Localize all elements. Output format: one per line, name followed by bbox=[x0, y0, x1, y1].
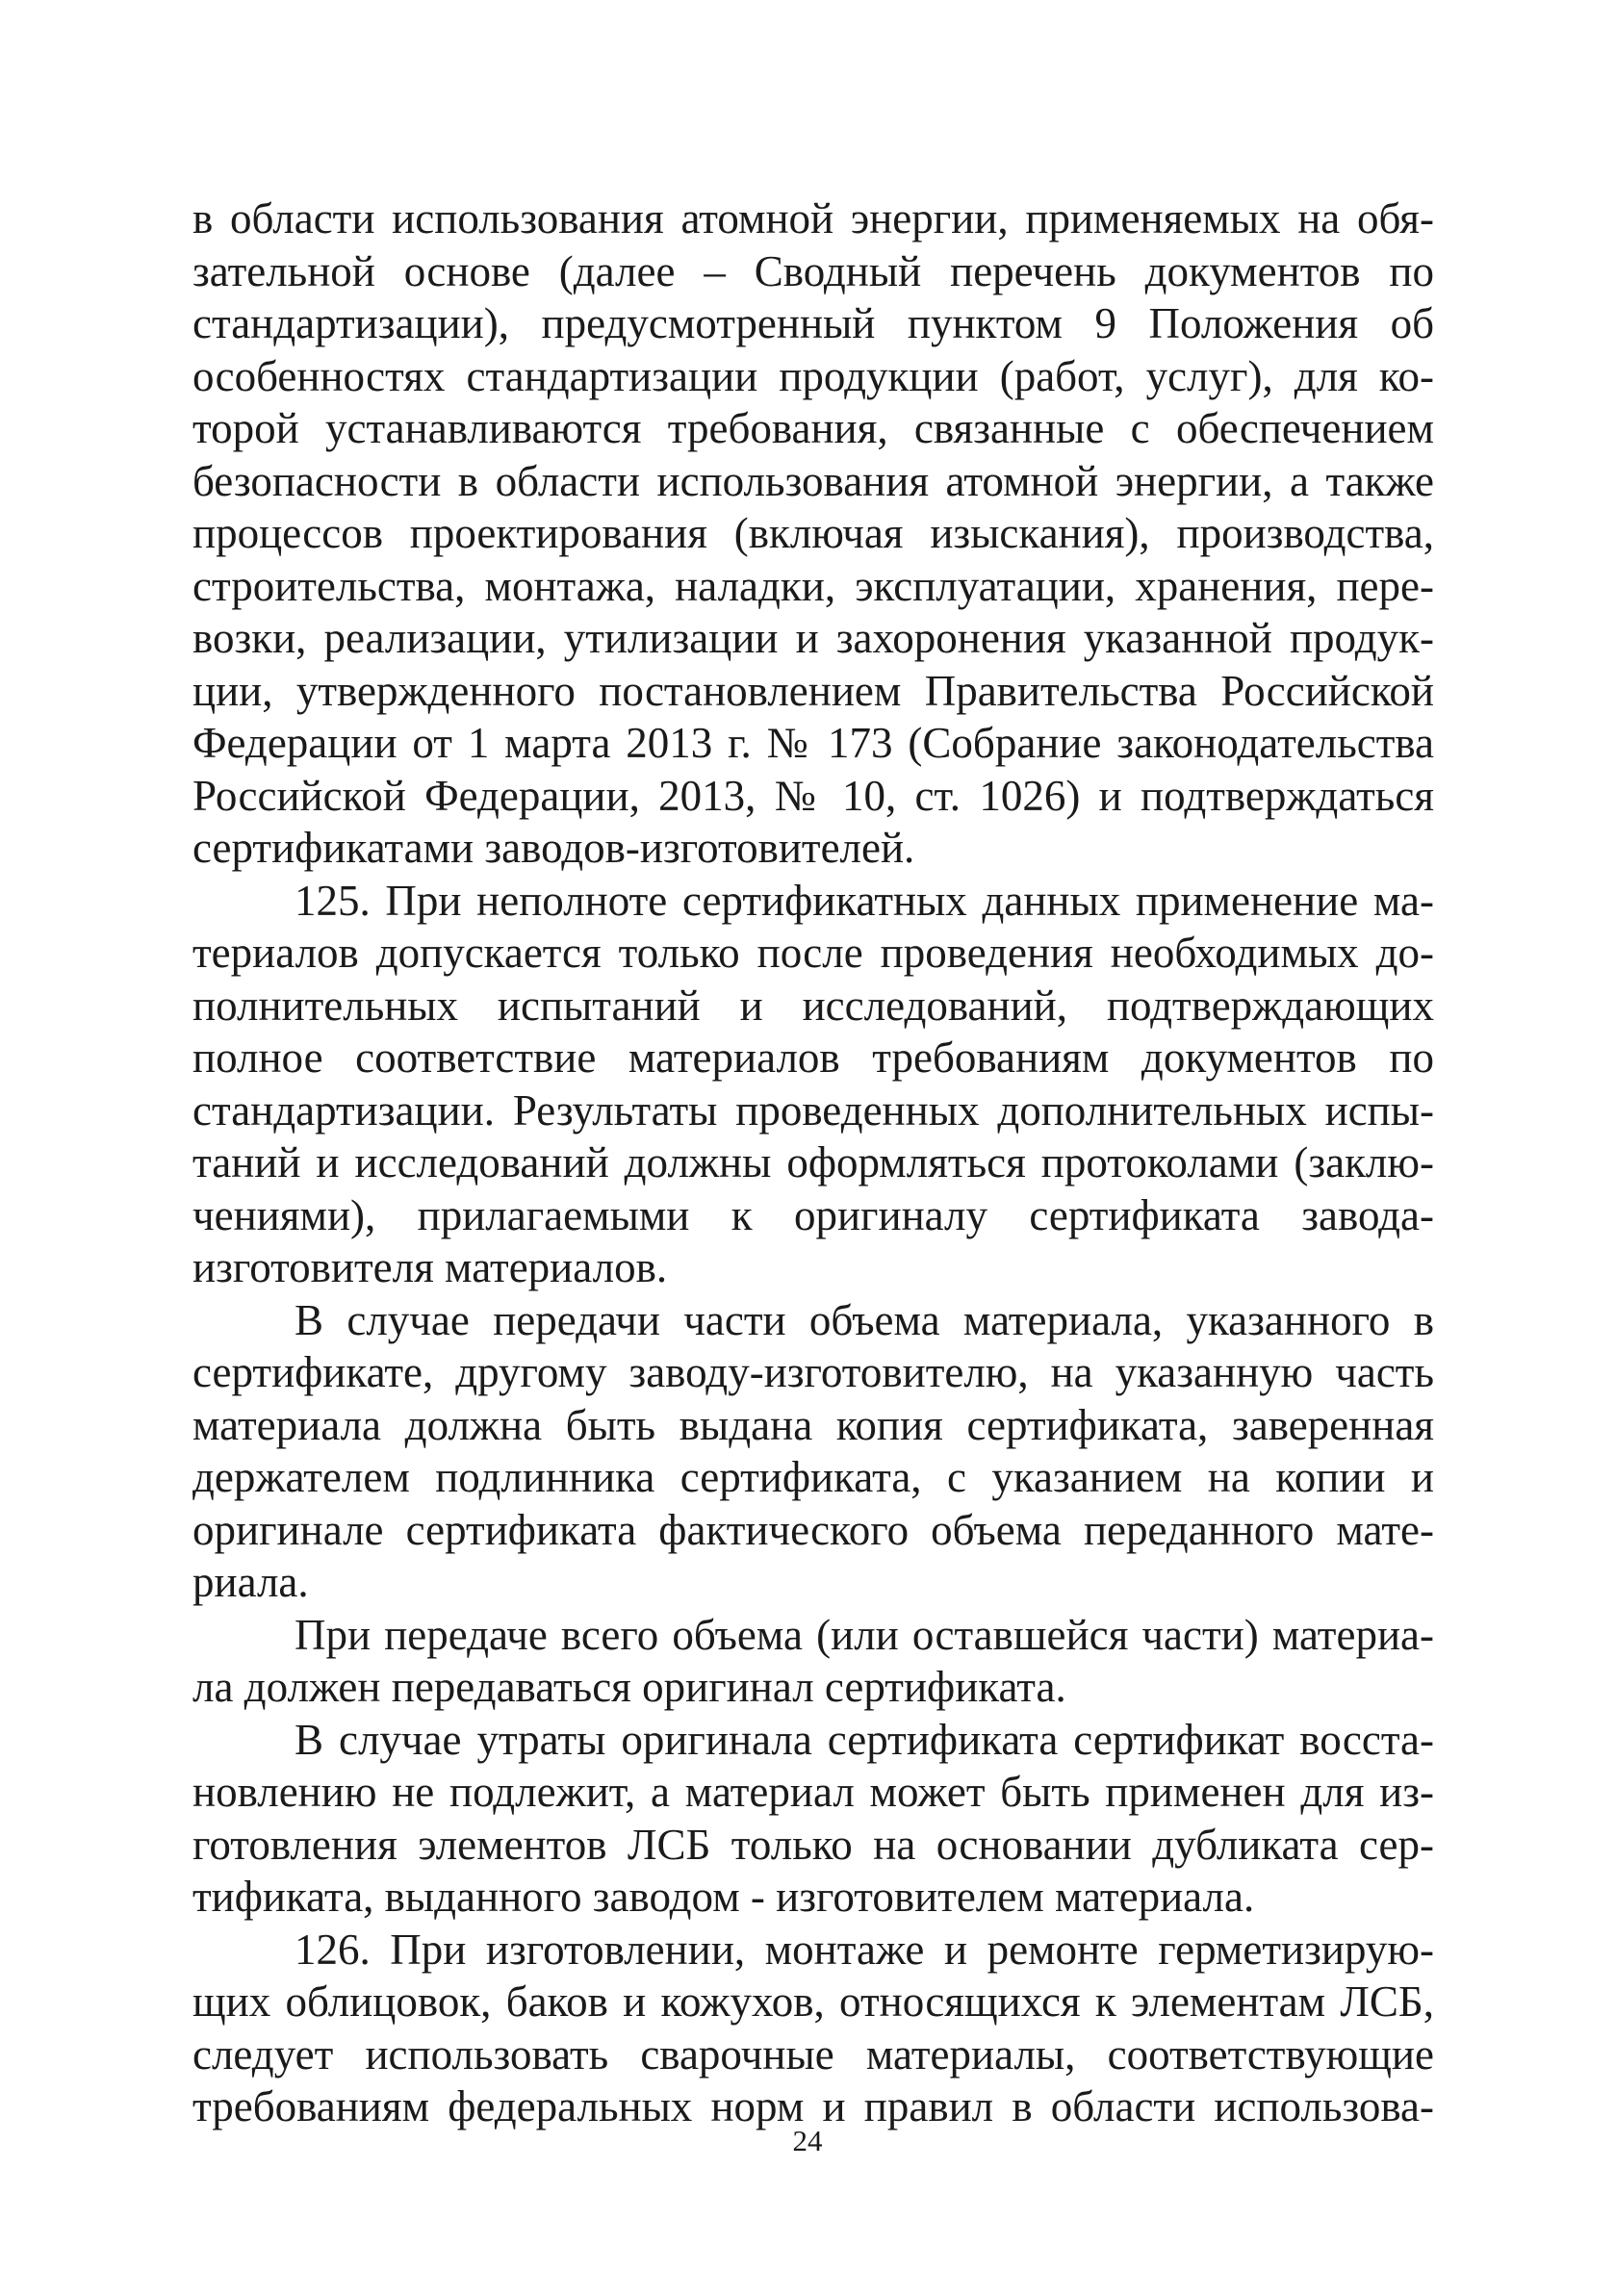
text-line: сертификате, другому заводу-изготовителю, на указанную часть bbox=[192, 1348, 1434, 1396]
text-line: стандартизации), предусмотренный пунктом 9 Положения об bbox=[192, 299, 1434, 347]
text-line: в области использования атомной энергии, применяемых на обя- bbox=[192, 194, 1434, 242]
text-line: изготовителя материалов. bbox=[192, 1243, 668, 1291]
text-line: зательной основе (далее – Сводный перечень документов по bbox=[192, 246, 1434, 295]
text-line: ла должен передаваться оригинал сертификата. bbox=[192, 1663, 1066, 1711]
text-line: чениями), прилагаемыми к оригиналу сертификата завода- bbox=[192, 1190, 1434, 1239]
paragraph-start: При передаче всего объема (или оставшейся части) материа- bbox=[295, 1610, 1434, 1659]
text-line: следует использовать сварочные материалы, соответствующие bbox=[192, 2029, 1434, 2079]
paragraph-125-start: 125. При неполноте сертификатных данных применение ма- bbox=[295, 876, 1434, 925]
paragraph-start: В случае утраты оригинала сертификата сертификат восста- bbox=[295, 1715, 1434, 1764]
text-line: новлению не подлежит, а материал может быть применен для из- bbox=[192, 1768, 1434, 1816]
text-line: особенностях стандартизации продукции (работ, услуг), для ко- bbox=[192, 351, 1434, 400]
text-line: строительства, монтажа, наладки, эксплуатации, хранения, пере- bbox=[192, 561, 1434, 610]
text-line: полнительных испытаний и исследований, подтверждающих bbox=[192, 981, 1434, 1030]
text-line: сертификатами заводов-изготовителей. bbox=[192, 824, 915, 872]
text-line: Федерации от 1 марта 2013 г. № 173 (Собрание законодательства bbox=[192, 719, 1434, 767]
text-line: безопасности в области использования атомной энергии, а также bbox=[192, 456, 1434, 505]
text-line: Российской Федерации, 2013, № 10, ст. 1026) и подтверждаться bbox=[192, 771, 1434, 820]
text-line: торой устанавливаются требования, связанные с обеспечением bbox=[192, 404, 1434, 452]
text-line: териалов допускается только после проведения необходимых до- bbox=[192, 929, 1434, 977]
text-line: держателем подлинника сертификата, с указанием на копии и bbox=[192, 1453, 1434, 1501]
text-line: стандартизации. Результаты проведенных дополнительных испы- bbox=[192, 1085, 1434, 1135]
text-line: риала. bbox=[192, 1558, 309, 1606]
text-line: тификата, выданного заводом - изготовителем материала. bbox=[192, 1873, 1255, 1921]
text-line: полное соответствие материалов требованиям документов по bbox=[192, 1033, 1434, 1082]
text-line: требованиям федеральных норм и правил в области использова- bbox=[192, 2082, 1434, 2130]
paragraph-126-start: 126. При изготовлении, монтаже и ремонте герметизирую- bbox=[295, 1925, 1434, 1974]
text-line: таний и исследований должны оформляться протоколами (заклю- bbox=[192, 1138, 1434, 1186]
text-line: готовления элементов ЛСБ только на основании дубликата сер- bbox=[192, 1820, 1434, 1869]
text-line: оригинале сертификата фактического объема переданного мате- bbox=[192, 1505, 1434, 1554]
text-line: возки, реализации, утилизации и захоронения указанной продук- bbox=[192, 614, 1434, 662]
text-line: щих облицовок, баков и кожухов, относящихся к элементам ЛСБ, bbox=[192, 1977, 1434, 2026]
text-line: процессов проектирования (включая изыскания), производства, bbox=[192, 509, 1434, 557]
text-line: материала должна быть выдана копия сертификата, заверенная bbox=[192, 1400, 1434, 1449]
page-number: 24 bbox=[792, 2124, 823, 2157]
body-text bbox=[192, 192, 1434, 2133]
text-line: ции, утвержденного постановлением Правительства Российской bbox=[192, 666, 1434, 715]
paragraph-start: В случае передачи части объема материала, указанного в bbox=[295, 1295, 1434, 1344]
